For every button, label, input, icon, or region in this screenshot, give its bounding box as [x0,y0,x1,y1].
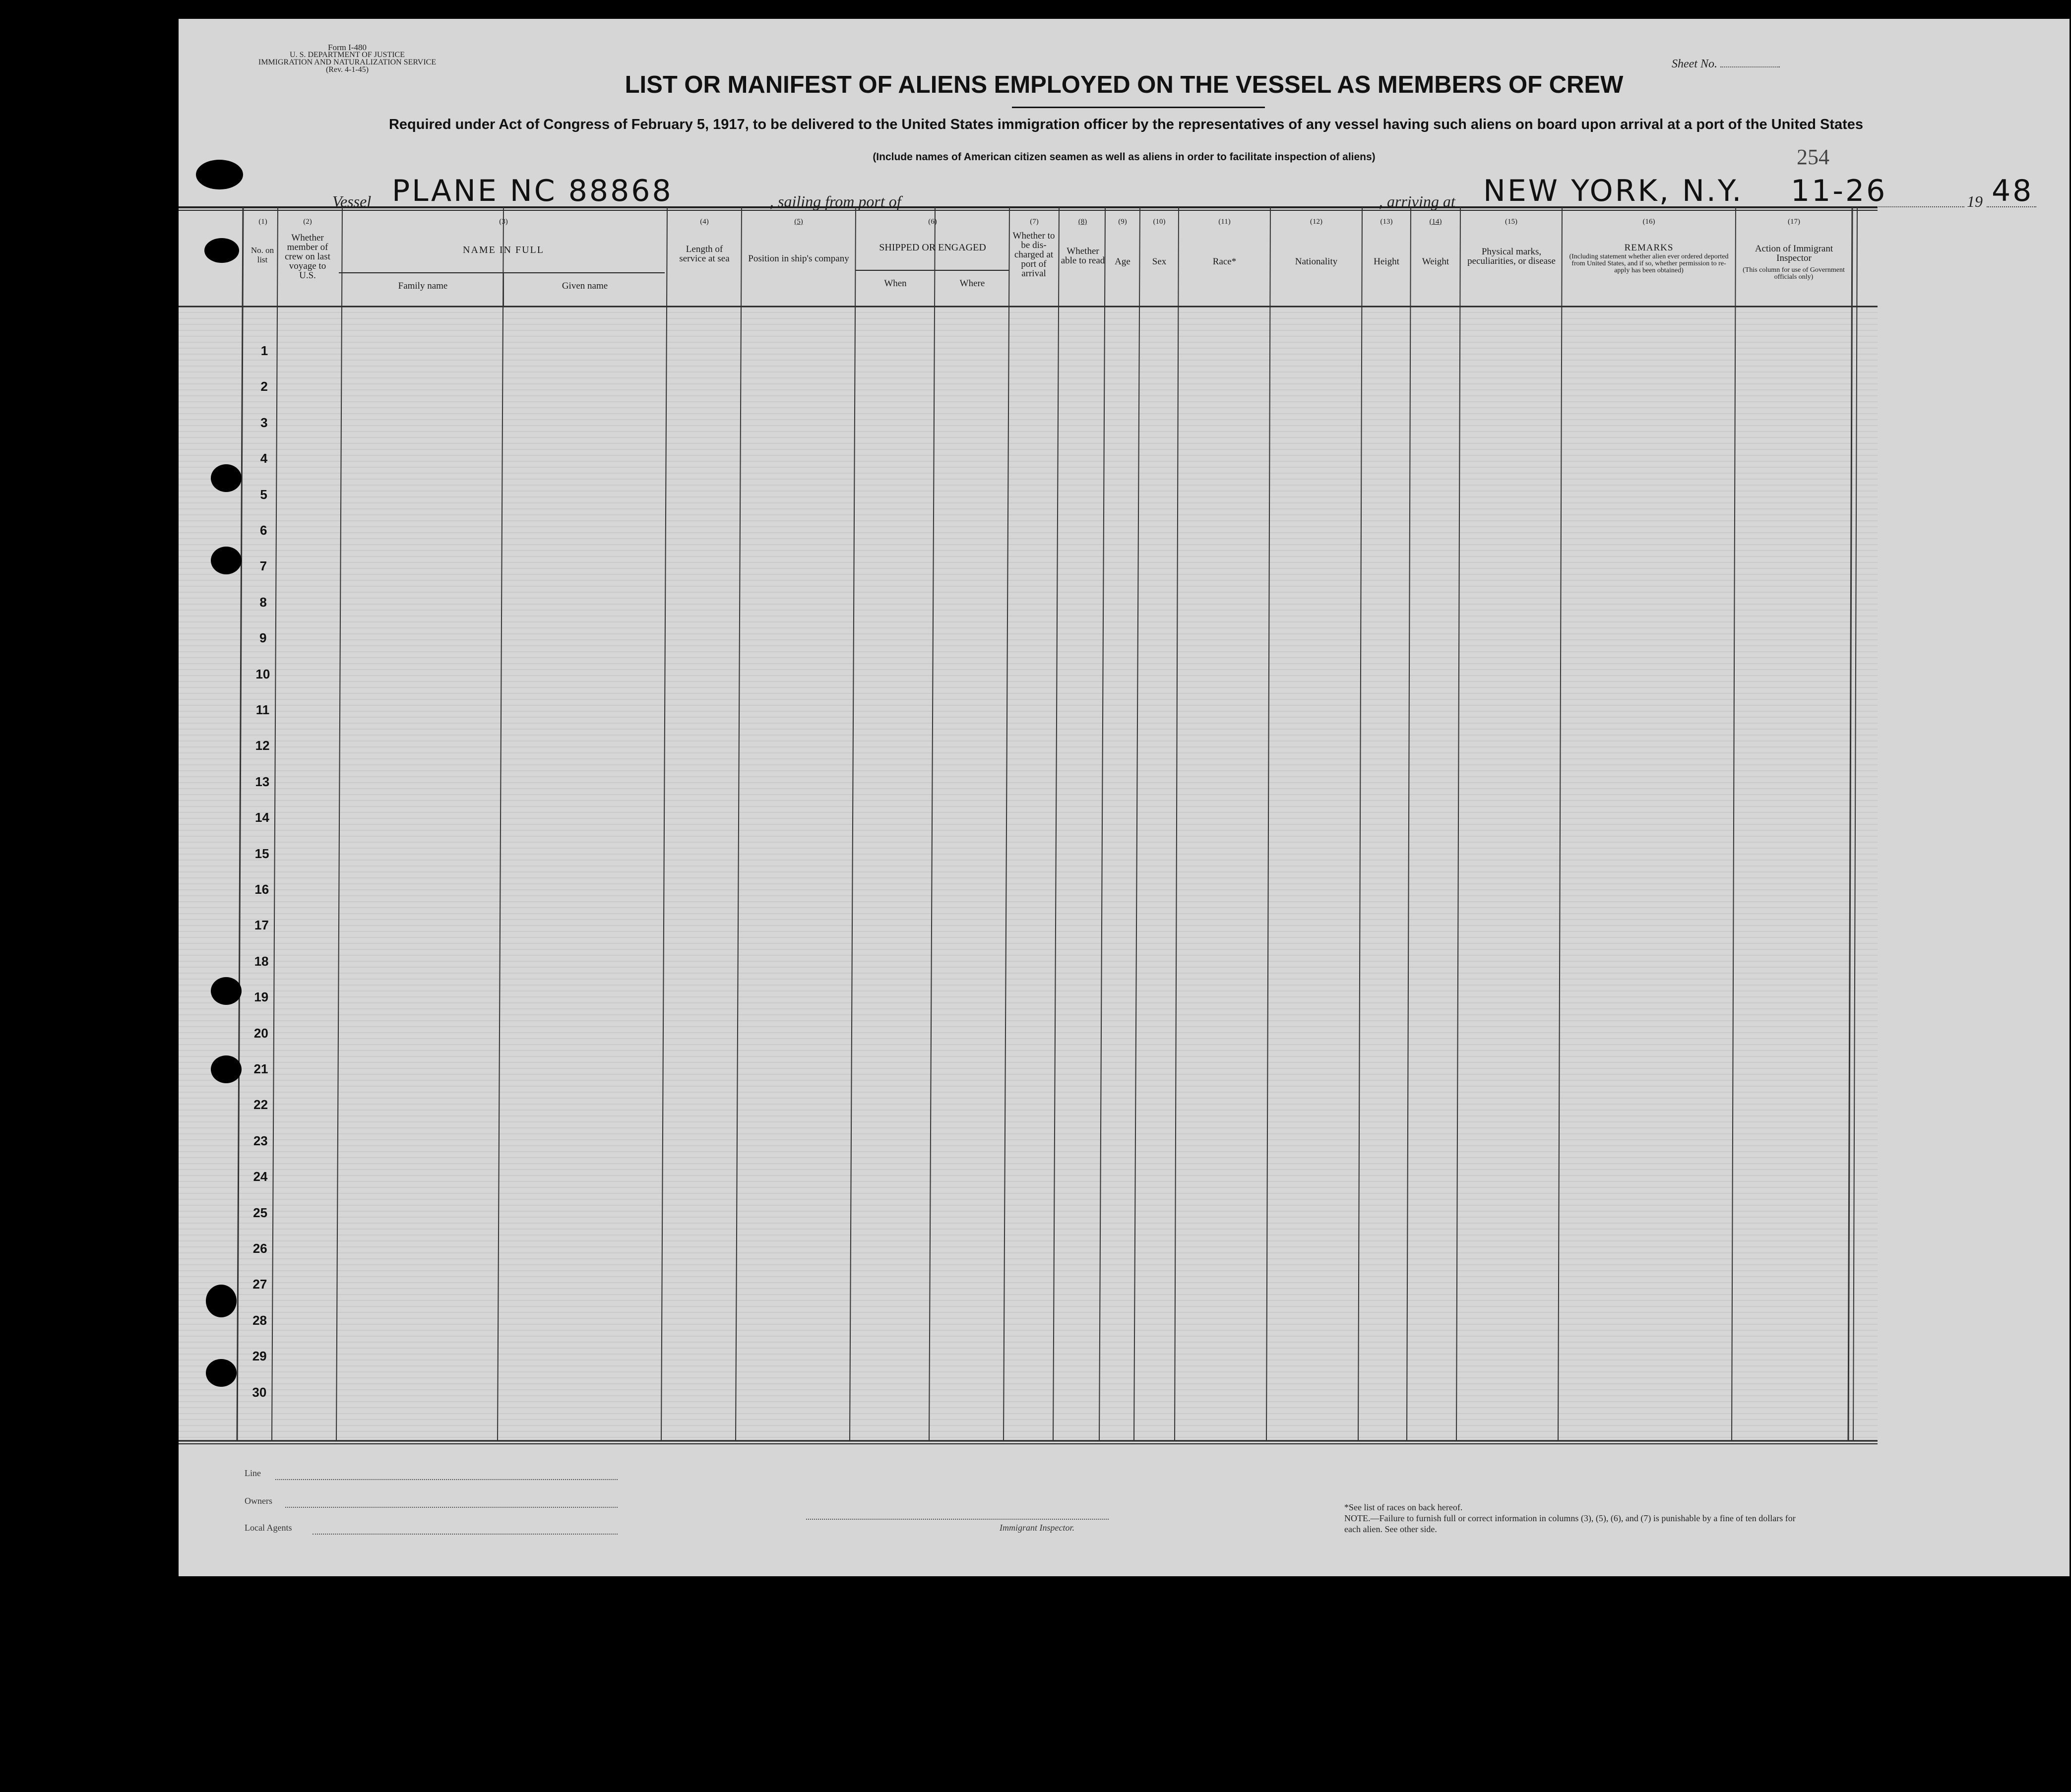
col-3-number: (3) [499,218,508,226]
col-6-number: (6) [928,218,937,226]
date-value: 11-26 [1791,174,1887,208]
row-number: 25 [253,1205,268,1220]
col-16-label: REMARKS [1624,243,1674,253]
page-subtitle: Required under Act of Congress of February 5, 1917, to be delivered to the United States immigration officer by the representatives of any vessel having such aliens on board upon arrival at a port of the United States [388,117,1864,132]
form-revision: (Rev. 4-1-45) [325,65,369,74]
line-field[interactable] [275,1479,618,1480]
row-number: 14 [254,810,269,825]
inspector-label: Immigrant Inspector. [1000,1523,1074,1533]
row-number: 22 [253,1097,268,1112]
col-3-label: NAME IN FULL [463,245,544,255]
col-7-number: (7) [1030,218,1039,226]
col-5-label: Position in ship's company [748,253,849,264]
punch-hole [206,1285,237,1317]
vessel-label: Vessel [332,192,372,210]
row-number: 15 [254,846,269,861]
line-label: Line [245,1468,261,1478]
row-number: 17 [254,918,269,933]
row-number: 9 [259,630,267,646]
col-14-label: Weight [1422,256,1449,267]
row-number: 23 [253,1133,268,1148]
row-number: 24 [253,1169,268,1184]
row-number: 7 [259,558,267,574]
col-10-label: Sex [1152,256,1167,267]
col-4-label: Length of service at sea [679,244,730,264]
row-number: 20 [253,1025,268,1041]
col-7-label: Whether to be dis-charged at port of arrival [1012,231,1055,279]
col-2-label: Whether member of crew on last voyage to U.S. [285,233,330,281]
row-number: 21 [253,1061,268,1076]
year-prefix: 19 [1967,192,1983,210]
col-14-number: (14) [1429,218,1442,226]
col-11-number: (11) [1218,218,1231,226]
col-6-where: Where [959,278,985,289]
race-footnote: *See list of races on back hereof. [1344,1502,1463,1512]
col-6-when: When [884,278,907,289]
col-17-label: Action of Immigrant Inspector [1755,244,1833,263]
col-16-number: (16) [1642,218,1655,226]
col-1-label: No. on list [251,246,274,264]
row-number: 3 [260,415,268,430]
col-17-note: (This column for use of Government officials only) [1743,266,1845,281]
col-3-given: Given name [562,281,608,291]
col-8-label: Whether able to read [1061,246,1105,266]
row-number: 1 [260,343,268,358]
sheet-number-label: Sheet No. [1672,58,1717,70]
row-number: 11 [255,702,270,717]
fine-note: NOTE.—Failure to furnish full or correct information in columns (3), (5), (6), and (7) is punishable by a fine of ten dollars for each alien. See other side. [1344,1513,1796,1534]
col-5-number: (5) [794,218,803,226]
col-10-number: (10) [1153,218,1166,226]
local-agents-label: Local Agents [245,1523,292,1533]
local-agents-field[interactable] [313,1534,618,1535]
row-number: 5 [260,487,267,502]
owners-field[interactable] [285,1507,618,1508]
col-3-family: Family name [398,281,448,291]
col-17-number: (17) [1788,218,1800,226]
owners-label: Owners [245,1496,272,1506]
col-9-number: (9) [1118,218,1127,226]
page-title: LIST OR MANIFEST OF ALIENS EMPLOYED ON THE VESSEL AS MEMBERS OF CREW [625,71,1624,98]
punch-hole [211,464,242,492]
col-12-number: (12) [1310,218,1322,226]
arriving-label: , arriving at [1379,192,1455,210]
form-number: Form I-480 [328,43,367,52]
row-number: 19 [254,989,269,1005]
col-1-number: (1) [258,218,267,226]
row-number: 13 [255,774,270,789]
col-13-label: Height [1374,256,1399,267]
row-number: 16 [254,882,269,897]
col-16-note: (Including statement whether alien ever ordered deported from United States, and if so, whether permission to re-apply has been obtained) [1569,253,1729,274]
vessel-value: PLANE NC 88868 [392,174,673,208]
punch-hole [211,977,242,1005]
row-number: 12 [255,738,270,753]
row-number: 18 [254,953,269,969]
row-number: 30 [252,1384,267,1400]
col-13-number: (13) [1380,218,1393,226]
col-8-number: (8) [1078,218,1087,226]
row-number: 4 [260,451,268,466]
col-4-number: (4) [700,218,709,226]
arriving-value: NEW YORK, N.Y. [1483,174,1744,208]
col-15-label: Physical marks, peculiarities, or disease [1467,247,1556,266]
punch-hole [211,1055,242,1083]
row-number: 29 [252,1349,267,1364]
punch-hole [196,160,243,189]
row-number: 2 [260,379,268,394]
form-department: U. S. DEPARTMENT OF JUSTICE [290,51,405,59]
stamp-number: 254 [1797,145,1829,169]
row-number: 8 [259,594,267,610]
col-12-label: Nationality [1295,256,1338,267]
punch-hole [206,1359,237,1387]
year-value: 48 [1992,174,2034,208]
punch-hole [204,238,239,263]
col-11-label: Race* [1212,256,1237,267]
col-6-label: SHIPPED OR ENGAGED [879,242,986,253]
row-number: 28 [252,1312,267,1328]
punch-hole [211,547,242,574]
row-number: 10 [255,666,270,681]
table-ruling [179,207,1878,1444]
row-number: 26 [252,1241,267,1256]
row-number: 27 [252,1277,267,1292]
form-service: IMMIGRATION AND NATURALIZATION SERVICE [258,58,437,66]
row-number: 6 [260,523,267,538]
col-15-number: (15) [1505,218,1517,226]
inspector-signature-field[interactable] [806,1519,1109,1520]
col-9-label: Age [1115,256,1130,267]
sailing-label: , sailing from port of [770,192,901,210]
include-note: (Include names of American citizen seamen as well as aliens in order to facilitate inspection of aliens) [873,151,1376,163]
col-2-number: (2) [303,218,312,226]
